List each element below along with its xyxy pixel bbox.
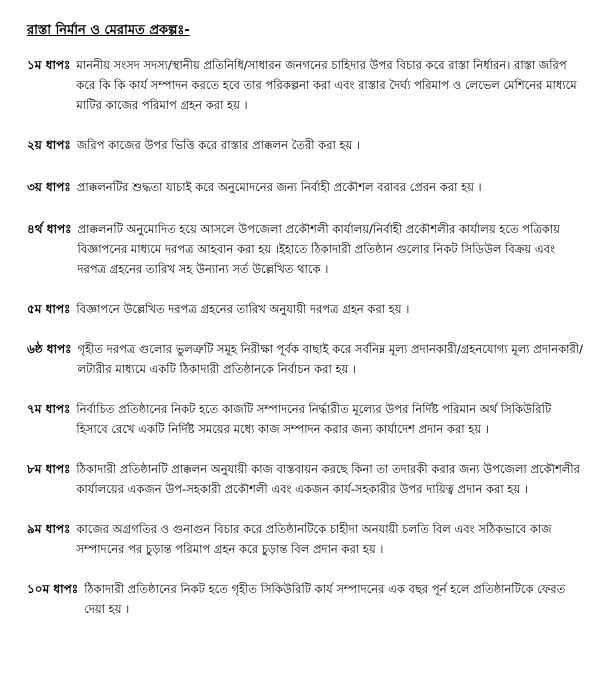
step-1	[27, 55, 586, 115]
step-text: ঠিকাদারী প্রতিষ্ঠানের নিকট হতে গৃহীত সিকিউরিটি কার্য সম্পাদনের এক বছর পূর্ন হলে প্রতিষ্ঠানটিকে ফেরত দেয়া হয় ।	[84, 582, 566, 616]
step-label: ৩য় ধাপঃ	[27, 180, 71, 194]
step-text: কাজের অগ্রগতির ও গুনাগুন বিচার করে প্রতিষ্ঠানটিকে চাহীদা অনযায়ী চলতি বিল এবং সঠিকভাবে কাজ সম্পাদনের পর চুড়ান্ত পরিমাপ গ্রহন করে চুড়ান্ত বিল প্রদান করা হয় ।	[76, 522, 552, 556]
step-label: ২য় ধাপঃ	[27, 138, 71, 152]
step-text: নির্বাচিত প্রতিষ্ঠানের নিকট হতে কাজটি সম্পাদনের নির্দ্ধারীত মূল্যের উপর নির্দিষ্ট পরিমান অর্থ সিকিউরিটি হিসাবে রেখে একটি নির্দিষ্ট সময়ের মধ্যে কাজ সম্পাদন করার জন্য কার্যাদেশ প্রদান করা হয় ।	[76, 402, 552, 436]
step-label: ৫ম ধাপঃ	[27, 302, 71, 316]
step-3	[27, 177, 586, 197]
step-label: ৮ম ধাপঃ	[27, 462, 71, 476]
step-label: ৪র্থ ধাপঃ	[27, 222, 72, 236]
step-2	[27, 135, 586, 155]
step-text: প্রাক্কলনটির শুদ্ধতা যাচাই করে অনুমোদনের জন্য নির্বাহী প্রকৌশল বরাবর প্রেরন করা হয় ।	[76, 180, 482, 194]
step-label: ১ম ধাপঃ	[27, 58, 71, 72]
step-label: ৭ম ধাপঃ	[27, 402, 71, 416]
step-6	[27, 339, 586, 379]
step-label: ৯ম ধাপঃ	[27, 522, 71, 536]
document-title: রাস্তা নির্মান ও মেরামত প্রকল্পঃ-	[27, 23, 190, 38]
step-text: মাননীয় সংসদ সদস্য/স্থানীয় প্রতিনিধি/সাধারন জনগনের চাহিদার উপর বিচার করে রাস্তা নির্ধারন। রাস্তা জরিপ করে কি কি কার্য সম্পাদন করতে হবে তার পরিকল্পনা করা এবং রাস্তার দৈর্ঘ্য পরিমাপ ও লেভেল মেশিনের মাধ্যমে মাটির কাজের পরিমাপ গ্রহন করা হয় ।	[76, 58, 577, 112]
step-8	[27, 459, 586, 499]
step-4	[27, 219, 586, 279]
step-9	[27, 519, 586, 559]
step-text: প্রাক্কলনটি অনুমোদিত হয়ে আসলে উপজেলা প্রকৌশলী কার্যালয়/নির্বাহী প্রকৌশলীর কার্যালয় হতে পত্রিকায় বিজ্ঞাপনের মাধ্যমে দরপত্র আহবান করা হয় ।ইহাতে ঠিকাদারী প্রতিষ্ঠান গুলোর নিকট সিডিউল বিক্রয় এবং দরপত্র গ্রহনের তারিখ সহ উন্যান্য সর্ত উল্লেখিত থাকে ।	[77, 222, 560, 276]
step-text: গৃহীত দরপত্র গুলোর ভুলত্রুটি সমূহ নিরীক্ষা পূর্বক বাছাই করে সর্বনিম্ন মূল্য প্রদানকারী/গ্রহনযোগ্য মূল্য প্রদানকারী/লটারীর মাধ্যমে একটি ঠিকাদারী প্রতিষ্ঠানকে নির্বাচন করা হয় ।	[77, 342, 583, 376]
step-10	[27, 579, 586, 619]
step-text: ঠিকাদারী প্রতিষ্ঠানটি প্রাক্কলন অনুযায়ী কাজ বাস্তবায়ন করছে কিনা তা তদারকী করার জন্য উপজেলা প্রকৌশলীর কার্যালয়ের একজন উপ-সহকারী প্রকৌশলী এবং একজন কার্য-সহকারীর উপর দায়িত্ব প্রদান করা হয় ।	[76, 462, 580, 496]
step-label: ১০ম ধাপঃ	[27, 582, 79, 596]
step-5	[27, 299, 586, 319]
step-label: ৬ষ্ঠ ধাপঃ	[27, 342, 72, 356]
step-text: জরিপ কাজের উপর ভিত্তি করে রাস্তার প্রাক্কলন তৈরী করা হয় ।	[76, 138, 361, 152]
step-text: বিজ্ঞাপনে উল্লেখিত দরপত্র গ্রহনের তারিখ অনুযায়ী দরপত্র গ্রহন করা হয় ।	[76, 302, 410, 316]
step-7	[27, 399, 586, 439]
